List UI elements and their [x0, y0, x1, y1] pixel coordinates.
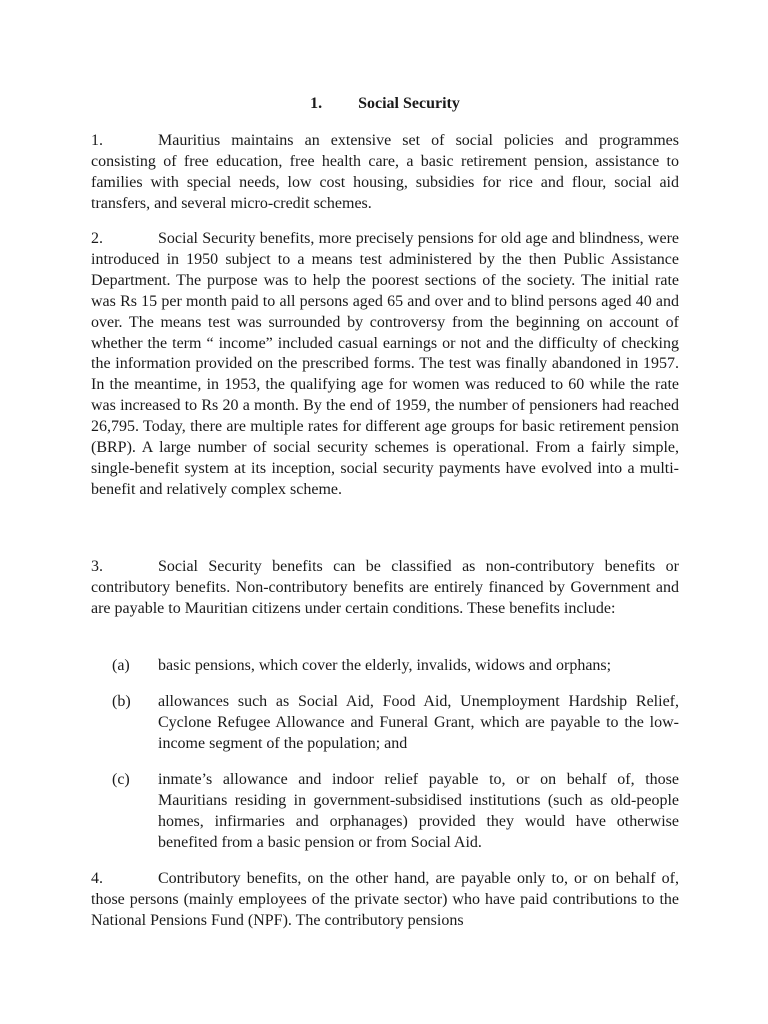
list-item-label: (b)	[112, 693, 131, 710]
list-item-text: basic pensions, which cover the elderly, invalids, widows and orphans;	[158, 657, 612, 674]
list-item-a	[91, 656, 679, 677]
paragraph-number: 4.	[91, 870, 103, 887]
paragraph-text: Social Security benefits, more precisely pensions for old age and blindness, were introduced in 1950 subject to a means test administered by the then Public Assistance Department. The purpose was to help the poorest sections of the society. The initial rate was Rs 15 per month paid to all persons aged 65 and over and to blind persons aged 40 and over. The means test was surrounded by controversy from the beginning on account of whether the term “ income” included casual earnings or not and the difficulty of checking the information provided on the prescribed forms. The test was finally abandoned in 1957. In the meantime, in 1953, the qualifying age for women was reduced to 60 while the rate was increased to Rs 20 a month. By the end of 1959, the number of pensioners had reached 26,795. Today, there are multiple rates for different age groups for basic retirement pension (BRP). A large number of social security schemes is operational. From a fairly simple, single-benefit system at its inception, social security payments have evolved into a multi-benefit and relatively complex scheme.	[91, 230, 679, 498]
list-item-b	[91, 692, 679, 755]
paragraph-text: Contributory benefits, on the other hand, are payable only to, or on behalf of, those persons (mainly employees of the private sector) who have paid contributions to the National Pensions Fund (NPF). The contributory pensions	[91, 870, 679, 929]
paragraph-number: 3.	[91, 558, 103, 575]
paragraph-2	[91, 229, 679, 501]
paragraph-3	[91, 557, 679, 620]
document-page	[91, 0, 679, 1024]
list-item-text: allowances such as Social Aid, Food Aid, Unemployment Hardship Relief, Cyclone Refugee Allowance and Funeral Grant, which are payable to the low-income segment of the population; and	[158, 693, 679, 752]
section-title: Social Security	[358, 95, 460, 112]
list-item-text: inmate’s allowance and indoor relief payable to, or on behalf of, those Mauritians residing in government-subsidised institutions (such as old-people homes, infirmaries and orphanages) provided they would have otherwise benefited from a basic pension or from Social Aid.	[158, 771, 679, 851]
paragraph-text: Social Security benefits can be classified as non-contributory benefits or contributory benefits. Non-contributory benefits are entirely financed by Government and are payable to Mauritian citizens under certain conditions. These benefits include:	[91, 558, 679, 617]
paragraph-text: Mauritius maintains an extensive set of social policies and programmes consisting of free education, free health care, a basic retirement pension, assistance to families with special needs, low cost housing, subsidies for rice and flour, social aid transfers, and several micro-credit schemes.	[91, 132, 679, 212]
section-number: 1.	[310, 95, 323, 112]
paragraph-number: 2.	[91, 230, 103, 247]
paragraph-number: 1.	[91, 132, 103, 149]
list-item-c	[91, 770, 679, 854]
paragraph-1	[91, 131, 679, 215]
paragraph-4	[91, 869, 679, 932]
list-item-label: (a)	[112, 657, 130, 674]
list-item-label: (c)	[112, 771, 130, 788]
section-heading	[91, 94, 679, 115]
